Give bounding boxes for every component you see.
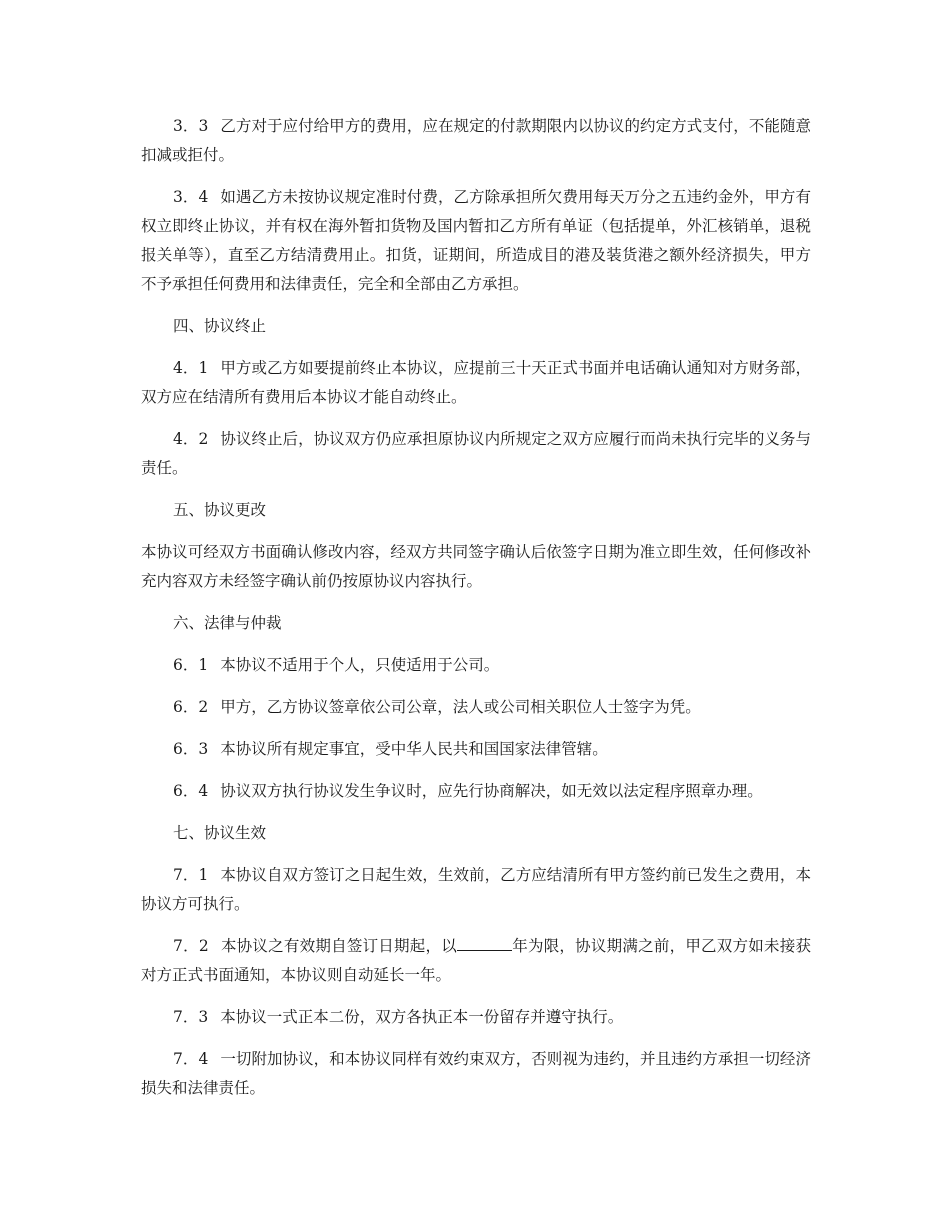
- clause-3-4: [141, 183, 811, 299]
- section-heading-amendment: 五、协议更改: [173, 501, 267, 519]
- clause-number: 4．2: [173, 430, 209, 448]
- clause-7-1: [141, 861, 811, 919]
- clause-6-1: [141, 651, 811, 680]
- clause-number: 3．3: [173, 117, 209, 135]
- clause-number: 6．4: [173, 782, 209, 800]
- clause-3-3: [141, 112, 811, 170]
- amendment-paragraph: 本协议可经双方书面确认修改内容，经双方共同签字确认后依签字日期为准立即生效，任何修改补充内容双方未经签字确认前仍按原协议内容执行。: [141, 543, 811, 590]
- clause-7-3: [141, 1003, 811, 1032]
- clause-6-2: [141, 693, 811, 722]
- clause-4-2: [141, 425, 811, 483]
- clause-number: 7．4: [173, 1050, 209, 1068]
- clause-text: 甲方或乙方如要提前终止本协议，应提前三十天正式书面并电话确认通知对方财务部，双方应在结清所有费用后本协议才能自动终止。: [141, 359, 811, 406]
- clause-number: 7．1: [173, 866, 209, 884]
- fill-in-blank: [457, 932, 512, 951]
- clause-text: 本协议一式正本二份，双方各执正本一份留存并遵守执行。: [220, 1008, 624, 1026]
- clause-number: 3．4: [173, 188, 209, 206]
- clause-text-after: 年为限，协议期满之前，甲乙双方如未接获对方正式书面通知，本协议则自动延长一年。: [141, 937, 811, 984]
- clause-number: 6．3: [173, 740, 209, 758]
- clause-number: 7．3: [173, 1008, 209, 1026]
- clause-number: 4．1: [173, 359, 209, 377]
- clause-6-4: [141, 777, 811, 806]
- clause-text: 协议终止后，协议双方仍应承担原协议内所规定之双方应履行而尚未执行完毕的义务与责任。: [141, 430, 811, 477]
- clause-text: 协议双方执行协议发生争议时，应先行协商解决，如无效以法定程序照章办理。: [220, 782, 763, 800]
- section-heading-termination: 四、协议终止: [173, 317, 267, 335]
- clause-number: 6．1: [173, 656, 209, 674]
- clause-7-2: [141, 932, 811, 990]
- clause-number: 6．2: [173, 698, 209, 716]
- clause-7-4: [141, 1045, 811, 1103]
- section-heading-law-arbitration: 六、法律与仲裁: [173, 614, 282, 632]
- clause-text: 如遇乙方未按协议规定准时付费，乙方除承担所欠费用每天万分之五违约金外，甲方有权立即终止协议，并有权在海外暂扣货物及国内暂扣乙方所有单证（包括提单，外汇核销单，退税报关单等），直至乙方结清费用止。扣货，证期间，所造成目的港及装货港之额外经济损失，甲方不予承担任何费用和法律责任，完全和全部由乙方承担。: [141, 188, 811, 293]
- clause-text: 甲方，乙方协议签章依公司公章，法人或公司相关职位人士签字为凭。: [220, 698, 701, 716]
- clause-number: 7．2: [173, 937, 209, 955]
- clause-text: 一切附加协议，和本协议同样有效约束双方，否则视为违约，并且违约方承担一切经济损失和法律责任。: [141, 1050, 811, 1097]
- document-page: [141, 112, 811, 1116]
- clause-text: 本协议所有规定事宜，受中华人民共和国国家法律管辖。: [220, 740, 608, 758]
- clause-text: 乙方对于应付给甲方的费用，应在规定的付款期限内以协议的约定方式支付，不能随意扣减或拒付。: [141, 117, 811, 164]
- section-heading-effectiveness: 七、协议生效: [173, 824, 267, 842]
- clause-4-1: [141, 354, 811, 412]
- clause-text: 本协议不适用于个人，只使适用于公司。: [220, 656, 500, 674]
- clause-text: 本协议自双方签订之日起生效，生效前，乙方应结清所有甲方签约前已发生之费用，本协议方可执行。: [141, 866, 811, 913]
- clause-text-before: 本协议之有效期自签订日期起，以: [220, 937, 457, 955]
- clause-6-3: [141, 735, 811, 764]
